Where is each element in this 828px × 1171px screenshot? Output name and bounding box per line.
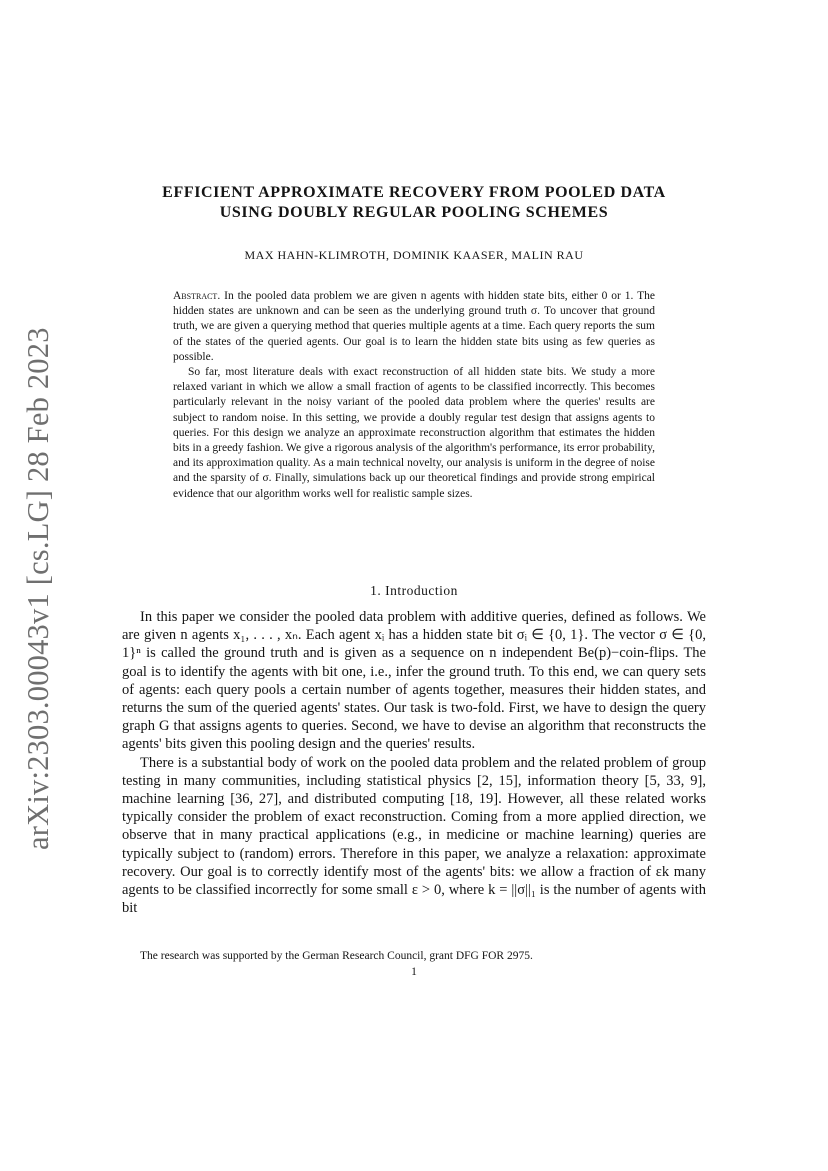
author-list: MAX HAHN-KLIMROTH, DOMINIK KAASER, MALIN RAU <box>244 248 584 262</box>
arxiv-identifier: arXiv:2303.00043v1 [cs.LG] 28 Feb 2023 <box>21 327 55 850</box>
title-line-2: USING DOUBLY REGULAR POOLING SCHEMES <box>219 204 609 221</box>
abstract <box>173 289 655 502</box>
abstract-label: Abstract. <box>173 290 221 302</box>
funding-footnote: The research was supported by the German Research Council, grant DFG FOR 2975. <box>140 950 533 962</box>
body-paragraph-1: In this paper we consider the pooled data problem with additive queries, defined as follows. We are given n agents x₁, . . . , xₙ. Each agent xᵢ has a hidden state bit σᵢ ∈ {0, 1}. The vector σ ∈ {0, 1}ⁿ is called the ground truth and is given as a sequence on n independent Be(p)−coin-flips. The goal is to identify the agents with bit one, i.e., infer the ground truth. To this end, we can query sets of agents: each query pools a certain number of agents together, measures their hidden states, and returns the sum of the queried agents' states. Our task is two-fold. First, we have to design the query graph G that assigns agents to queries. Second, we have to devise an algorithm that reconstructs the agents' bits given this pooling design and the queries' results. <box>122 609 706 753</box>
title-line-1: EFFICIENT APPROXIMATE RECOVERY FROM POOLED DATA <box>162 184 666 201</box>
abstract-text-1: In the pooled data problem we are given n agents with hidden state bits, either 0 or 1. The hidden states are unknown and can be seen as the underlying ground truth σ. To uncover that ground truth, we are given a querying method that queries multiple agents at a time. Each query reports the sum of the states of the queried agents. Our goal is to learn the hidden state bits using as few queries as possible. <box>173 290 655 363</box>
abstract-paragraph-2: So far, most literature deals with exact reconstruction of all hidden state bits. We study a more relaxed variant in which we allow a small fraction of agents to be classified incorrectly. This becomes particularly relevant in the noisy variant of the pooled data problem where the queries' results are subject to random noise. In this setting, we provide a doubly regular test design that assigns agents to queries. For this design we analyze an approximate reconstruction algorithm that estimates the hidden bits in a greedy fashion. We give a rigorous analysis of the algorithm's performance, its error probability, and its approximation quality. As a main technical novelty, our analysis is uniform in the degree of noise and the sparsity of σ. Finally, simulations back up our theoretical findings and provide strong empirical evidence that our algorithm works well for realistic sample sizes. <box>173 366 655 500</box>
abstract-paragraph-1 <box>173 289 655 365</box>
section-body <box>122 608 706 917</box>
body-paragraph-2: There is a substantial body of work on the pooled data problem and the related problem of group testing in many communities, including statistical physics [2, 15], information theory [5, 33, 9], machine learning [36, 27], and distributed computing [18, 19]. However, all these related works typically consider the problem of exact reconstruction. Coming from a more applied direction, we observe that in many practical applications (e.g., in medicine or machine learning) queries are typically subject to (random) errors. Therefore in this paper, we analyze a relaxation: approximate recovery. Our goal is to correctly identify most of the agents' bits: we allow a fraction of εk many agents to be classified incorrectly for some small ε > 0, where k = ||σ||₁ is the number of agents with bit <box>122 754 706 917</box>
page-number: 1 <box>411 966 417 978</box>
paper-title <box>122 183 706 223</box>
section-heading: 1. Introduction <box>370 583 458 598</box>
